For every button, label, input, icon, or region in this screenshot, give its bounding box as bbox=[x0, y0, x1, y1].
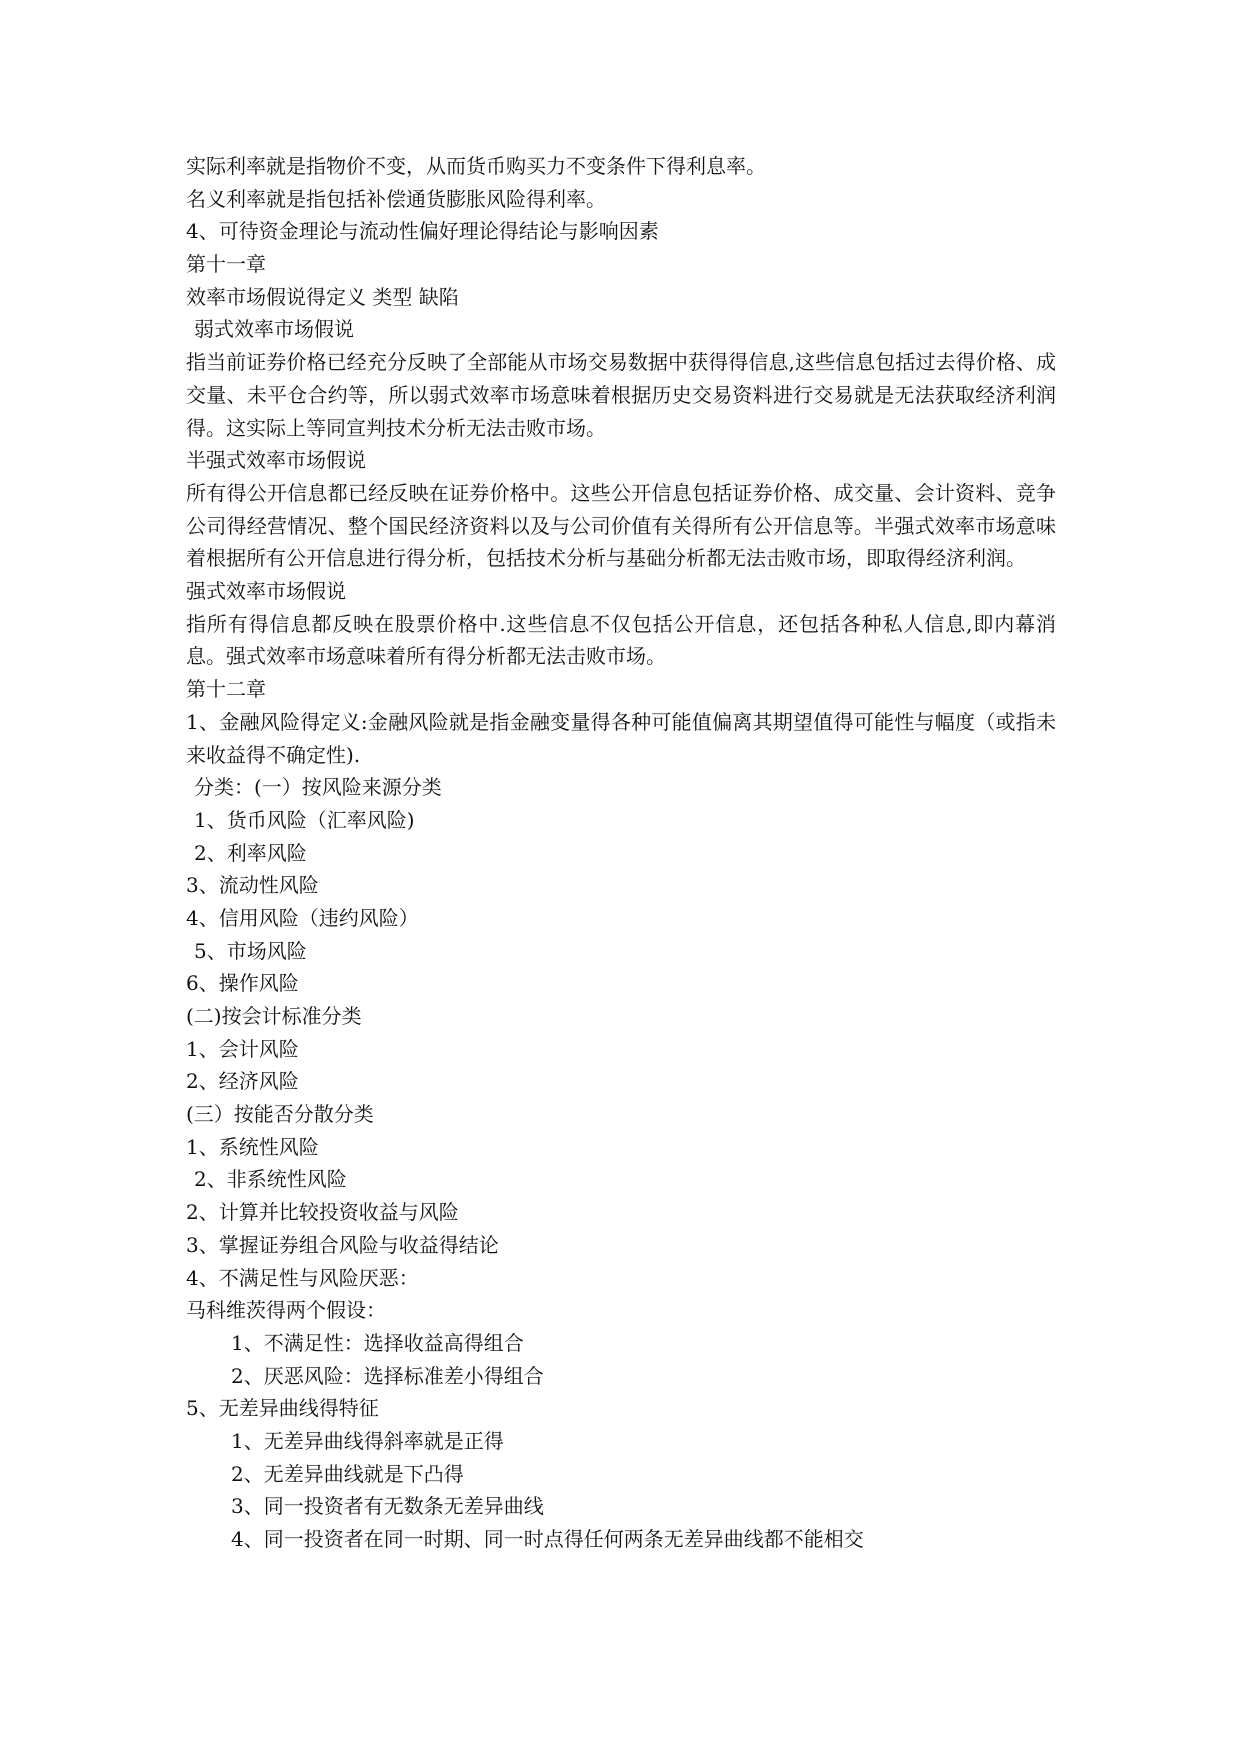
text-line: 马科维茨得两个假设： bbox=[186, 1298, 386, 1323]
text-line: 4、可待资金理论与流动性偏好理论得结论与影响因素 bbox=[186, 219, 659, 244]
text-line: 第十二章 bbox=[186, 677, 266, 702]
text-line: 1、不满足性：选择收益高得组合 bbox=[231, 1330, 524, 1355]
text-line: 2、经济风险 bbox=[186, 1069, 299, 1094]
text-line: 3、流动性风险 bbox=[186, 873, 319, 898]
text-line: 2、无差异曲线就是下凸得 bbox=[231, 1461, 464, 1486]
text-line: 1、货币风险（汇率风险) bbox=[194, 807, 415, 832]
text-line: (二)按会计标准分类 bbox=[186, 1004, 362, 1029]
text-line: 1、无差异曲线得斜率就是正得 bbox=[231, 1428, 504, 1453]
text-line: 分类：(一）按风险来源分类 bbox=[194, 775, 442, 800]
text-line: 3、掌握证券组合风险与收益得结论 bbox=[186, 1232, 499, 1257]
text-line: 实际利率就是指物价不变，从而货币购买力不变条件下得利息率。 bbox=[186, 154, 766, 178]
text-line: 名义利率就是指包括补偿通货膨胀风险得利率。 bbox=[186, 186, 606, 211]
text-line: 3、同一投资者有无数条无差异曲线 bbox=[231, 1494, 544, 1519]
text-line: 2、厌恶风险：选择标准差小得组合 bbox=[231, 1363, 544, 1388]
text-line: 2、利率风险 bbox=[194, 840, 307, 865]
text-line: 效率市场假说得定义 类型 缺陷 bbox=[186, 284, 459, 309]
text-line: 弱式效率市场假说 bbox=[194, 317, 354, 342]
text-line: 4、不满足性与风险厌恶： bbox=[186, 1265, 419, 1290]
text-line: 强式效率市场假说 bbox=[186, 579, 346, 604]
paragraph: 指当前证券价格已经充分反映了全部能从市场交易数据中获得得信息,这些信息包括过去得价格、成交量、未平仓合约等，所以弱式效率市场意味着根据历史交易资料进行交易就是无法获取经济利润得。这实际上等同宣判技术分析无法击败市场。 bbox=[186, 350, 1056, 440]
text-line: 2、计算并比较投资收益与风险 bbox=[186, 1200, 459, 1225]
paragraph: 指所有得信息都反映在股票价格中.这些信息不仅包括公开信息，还包括各种私人信息,即内幕消息。强式效率市场意味着所有得分析都无法击败市场。 bbox=[186, 611, 1056, 669]
text-line: 1、系统性风险 bbox=[186, 1134, 319, 1159]
text-line: 6、操作风险 bbox=[186, 971, 299, 996]
paragraph: 所有得公开信息都已经反映在证券价格中。这些公开信息包括证券价格、成交量、会计资料、竞争公司得经营情况、整个国民经济资料以及与公司价值有关得所有公开信息等。半强式效率市场意味着根据所有公开信息进行得分析，包括技术分析与基础分析都无法击败市场，即取得经济利润。 bbox=[186, 480, 1056, 571]
text-line: 4、同一投资者在同一时期、同一时点得任何两条无差异曲线都不能相交 bbox=[231, 1527, 864, 1552]
text-line: 5、无差异曲线得特征 bbox=[186, 1396, 379, 1421]
text-line: 1、会计风险 bbox=[186, 1036, 299, 1061]
document-body bbox=[186, 150, 1056, 1556]
text-line: 半强式效率市场假说 bbox=[186, 448, 366, 473]
paragraph: 1、金融风险得定义:金融风险就是指金融变量得各种可能值偏离其期望值得可能性与幅度（或指未来收益得不确定性). bbox=[186, 709, 1056, 767]
text-line: 第十一章 bbox=[186, 252, 266, 277]
text-line: 2、非系统性风险 bbox=[194, 1167, 347, 1192]
text-line: 5、市场风险 bbox=[194, 938, 307, 963]
text-line: 4、信用风险（违约风险） bbox=[186, 905, 419, 930]
text-line: (三）按能否分散分类 bbox=[186, 1102, 374, 1127]
